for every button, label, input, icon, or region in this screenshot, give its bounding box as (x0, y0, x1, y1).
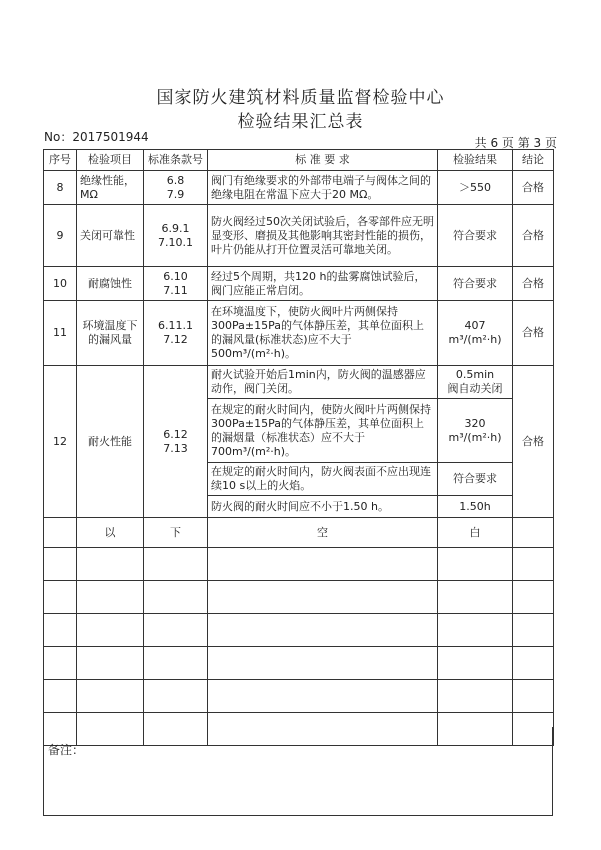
conclusion: 合格 (513, 205, 554, 267)
standard-clause: 6.11.1 7.12 (144, 301, 208, 366)
test-result: 符合要求 (438, 463, 513, 496)
document-number: No：2017501944 (44, 130, 149, 144)
conclusion: 合格 (513, 171, 554, 205)
remarks-box (43, 727, 553, 816)
requirement: 在环境温度下，使防火阀叶片两侧保持300Pa±15Pa的气体静压差，其单位面积上的漏风量(标准状态)应不大于500m³/(m²·h)。 (208, 301, 438, 366)
test-result: 符合要求 (438, 267, 513, 301)
conclusion: 合格 (513, 267, 554, 301)
requirement: 耐火试验开始后1min内，防火阀的温感器应动作，阀门关闭。 (208, 366, 438, 399)
column-header: 标 准 要 求 (208, 150, 438, 171)
standard-clause: 6.9.1 7.10.1 (144, 205, 208, 267)
issuer-title: 国家防火建筑材料质量监督检验中心 (156, 88, 445, 108)
table-row (44, 171, 554, 205)
test-result: 符合要求 (438, 205, 513, 267)
table-row (44, 366, 554, 399)
test-item: 环境温度下 的漏风量 (77, 301, 144, 366)
row-number: 12 (44, 366, 77, 518)
requirement: 防火阀经过50次关闭试验后，各零部件应无明显变形、磨损及其他影响其密封性能的损伤，叶片仍能从打开位置灵活可靠地关闭。 (208, 205, 438, 267)
empty-cell (513, 518, 554, 548)
conclusion: 合格 (513, 366, 554, 518)
test-result: ＞550 (438, 171, 513, 205)
column-header: 结论 (513, 150, 554, 171)
requirement: 防火阀的耐火时间应不小于1.50 h。 (208, 496, 438, 518)
test-item: 耐腐蚀性 (77, 267, 144, 301)
requirement: 在规定的耐火时间内，防火阀表面不应出现连续10 s以上的火焰。 (208, 463, 438, 496)
table-header-row (44, 150, 554, 171)
standard-clause: 6.12 7.13 (144, 366, 208, 518)
test-result: 0.5min 阀自动关闭 (438, 366, 513, 399)
standard-clause: 6.8 7.9 (144, 171, 208, 205)
conclusion: 合格 (513, 301, 554, 366)
filler-text: 下 (144, 518, 208, 548)
empty-row (44, 581, 554, 614)
remarks-label: 备注： (48, 743, 85, 757)
test-item: 耐火性能 (77, 366, 144, 518)
empty-row (44, 647, 554, 680)
test-result: 407 m³/(m²·h) (438, 301, 513, 366)
filler-row (44, 518, 554, 548)
row-number: 11 (44, 301, 77, 366)
test-result: 1.50h (438, 496, 513, 518)
row-number: 10 (44, 267, 77, 301)
test-result: 320 m³/(m²·h) (438, 399, 513, 463)
column-header: 标准条款号 (144, 150, 208, 171)
column-header: 检验结果 (438, 150, 513, 171)
page-indicator: 共 6 页 第 3 页 (474, 136, 557, 150)
filler-text: 以 (77, 518, 144, 548)
page-title: 检验结果汇总表 (237, 112, 364, 132)
row-number: 9 (44, 205, 77, 267)
test-item: 绝缘性能， MΩ (77, 171, 144, 205)
table-row (44, 267, 554, 301)
standard-clause: 6.10 7.11 (144, 267, 208, 301)
column-header: 检验项目 (77, 150, 144, 171)
row-number: 8 (44, 171, 77, 205)
requirement: 在规定的耐火时间内，使防火阀叶片两侧保持300Pa±15Pa的气体静压差，其单位面积上的漏烟量（标准状态）应不大于700m³/(m²·h)。 (208, 399, 438, 463)
empty-cell (44, 518, 77, 548)
table-row (44, 205, 554, 267)
requirement: 经过5个周期，共120 h的盐雾腐蚀试验后，阀门应能正常启闭。 (208, 267, 438, 301)
column-header: 序号 (44, 150, 77, 171)
empty-row (44, 680, 554, 713)
table-row (44, 301, 554, 366)
results-table (43, 149, 554, 746)
test-item: 关闭可靠性 (77, 205, 144, 267)
empty-row (44, 548, 554, 581)
empty-row (44, 614, 554, 647)
filler-text: 白 (438, 518, 513, 548)
requirement: 阀门有绝缘要求的外部带电端子与阀体之间的绝缘电阻在常温下应大于20 MΩ。 (208, 171, 438, 205)
filler-text: 空 (208, 518, 438, 548)
